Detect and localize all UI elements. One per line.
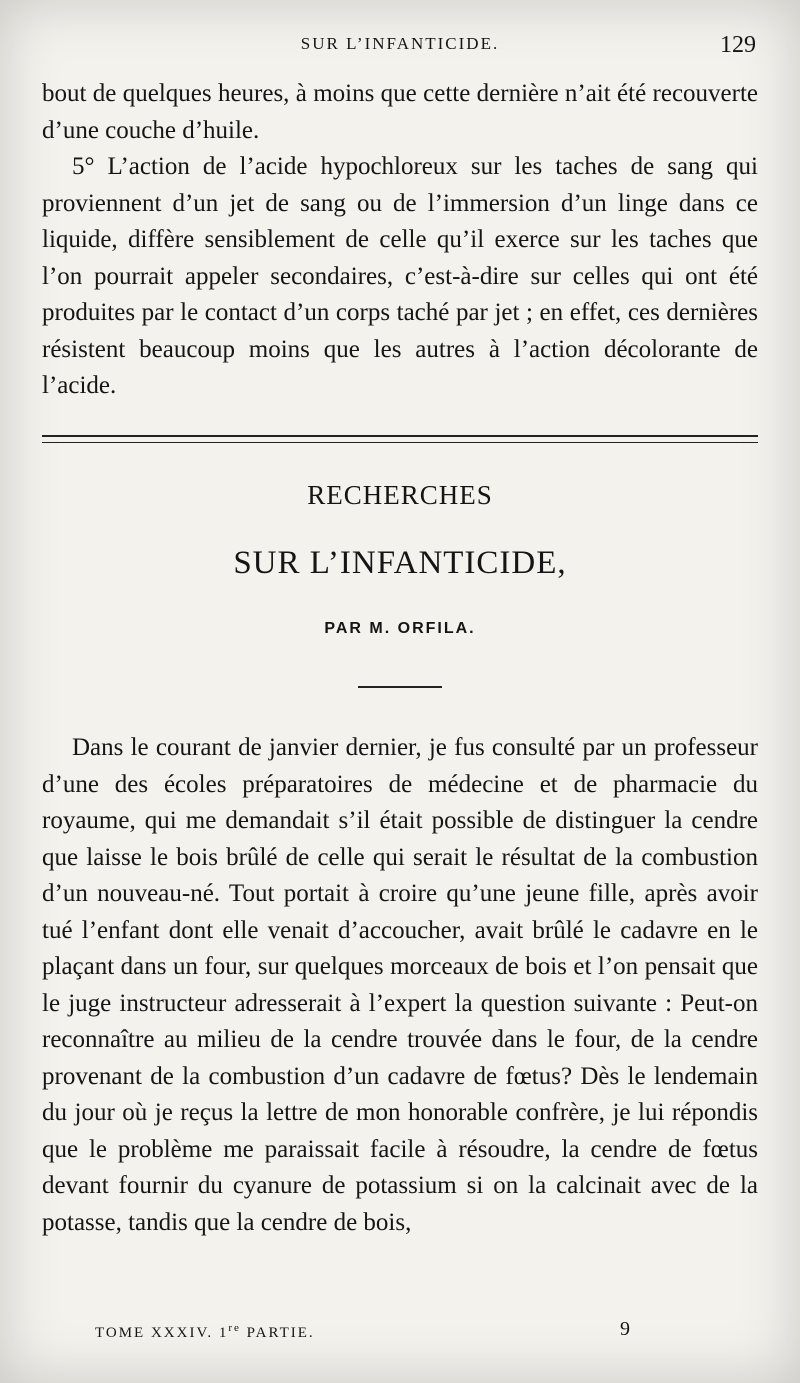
article-body [42,730,758,1241]
article-title-line-1: RECHERCHES [307,480,493,510]
title-rule [358,686,442,688]
previous-article-text [42,76,758,405]
paragraph-point-5: 5° L’action de l’acide hypochloreux sur les taches de sang qui proviennent d’un jet de sang ou de l’immersion d’un linge dans ce liquide, diffère sensiblement de celle qu’il exerce sur les taches que l’on pourrait appeler secondaires, c’est-à-dire sur celles qui ont été produites par le contact d’un corps taché par jet ; en effet, ces dernières résistent beaucoup moins que les autres à l’action décolorante de l’acide. [42,153,758,399]
sheet-number: 9 [620,1318,630,1340]
running-head [0,32,800,62]
article-author: PAR M. ORFILA. [324,620,476,637]
running-head-title: SUR L’INFANTICIDE. [300,34,500,53]
footer-signature: TOME XXXIV. 1re PARTIE. [95,1322,315,1341]
page-footer [0,1318,800,1348]
section-divider [42,435,758,443]
paragraph-continuation: bout de quelques heures, à moins que cette dernière n’ait été recouverte d’une couche d’huile. [42,80,758,144]
article-title-line-2: SUR L’INFANTICIDE, [233,545,567,581]
page-number: 129 [720,32,756,58]
article-paragraph: Dans le courant de janvier dernier, je fus consulté par un professeur d’une des écoles préparatoires de médecine et de pharmacie du royaume, qui me demandait s’il était possible de distinguer la cendre que laisse le bois brûlé de celle qui serait le résultat de la combustion d’un nouveau-né. Tout portait à croire qu’une jeune fille, après avoir tué l’enfant dont elle venait d’accoucher, avait brûlé le cadavre en le plaçant dans un four, sur quelques morceaux de bois et l’on pensait que le juge instructeur adresserait à l’expert la question suivante : Peut-on reconnaître au milieu de la cendre trouvée dans le four, de la cendre provenant de la combustion d’un cadavre de fœtus? Dès le lendemain du jour où je reçus la lettre de mon honorable confrère, je lui répondis que le problème me paraissait facile à résoudre, la cendre de fœtus devant fournir du cyanure de potassium si on la calcinait avec de la potasse, tandis que la cendre de bois, [42,734,758,1236]
